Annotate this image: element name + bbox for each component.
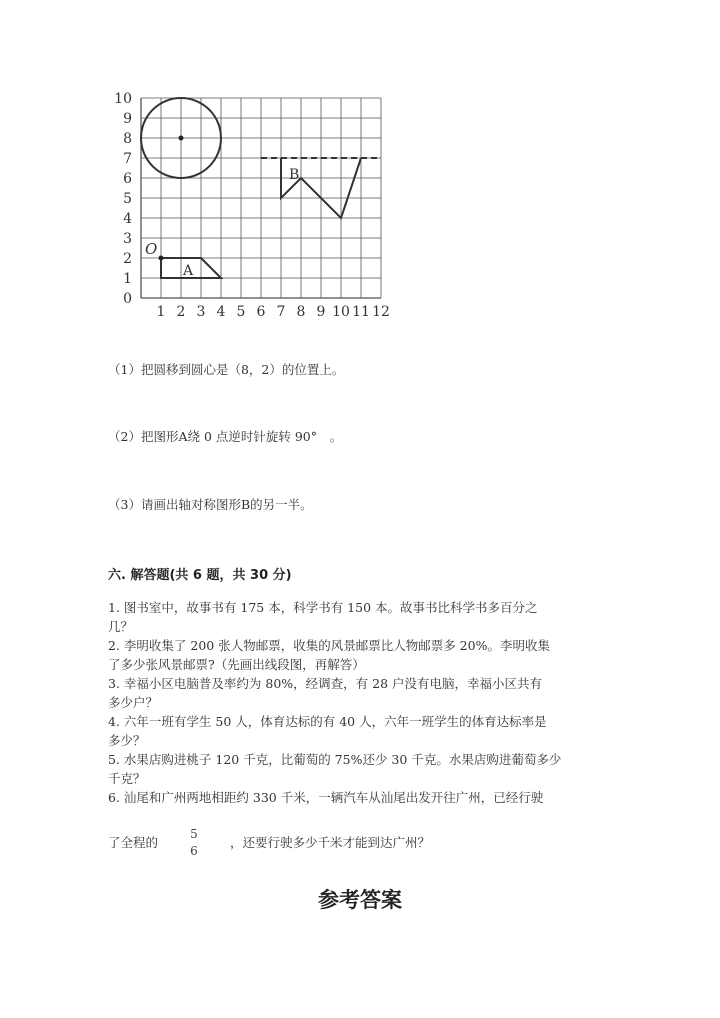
y-tick-label: 0 [123, 291, 132, 307]
x-tick-label: 6 [256, 304, 266, 320]
task-1: （1）把圆移到圆心是（8，2）的位置上。 [108, 362, 345, 377]
task-2: （2）把图形A绕 0 点逆时针旋转 90° 。 [108, 429, 343, 444]
task-3: （3）请画出轴对称图形B的另一半。 [108, 497, 313, 512]
fraction-numerator: 5 [190, 827, 198, 841]
x-tick-label: 1 [156, 304, 166, 320]
section-header: 六. 解答题(共 6 题，共 30 分) [108, 568, 292, 583]
question-2-line-1: 2. 李明收集了 200 张人物邮票，收集的风景邮票比人物邮票多 20%。李明收集 [108, 638, 550, 653]
y-tick-label: 6 [123, 171, 132, 187]
question-3-line-1: 3. 幸福小区电脑普及率约为 80%，经调查，有 28 户没有电脑，幸福小区共有 [108, 676, 543, 691]
fraction-denominator: 6 [190, 844, 198, 858]
q6-tail-after: ，还要行驶多少千米才能到达广州？ [230, 835, 431, 850]
x-tick-label: 4 [216, 304, 226, 320]
x-tick-label: 9 [316, 304, 326, 320]
question-2-line-2: 了多少张风景邮票?（先画出线段图，再解答） [108, 657, 365, 672]
y-tick-label: 10 [114, 91, 132, 107]
x-tick-label: 2 [176, 304, 186, 320]
y-tick-label: 1 [123, 271, 132, 287]
y-tick-label: 8 [123, 131, 132, 147]
answer-title: 参考答案 [318, 888, 402, 912]
y-tick-label: 2 [123, 251, 132, 267]
x-tick-label: 10 [332, 304, 350, 320]
question-6-line-1: 6. 汕尾和广州两地相距约 330 千米，一辆汽车从汕尾出发开往广州，已经行驶 [108, 790, 544, 805]
question-1-line-2: 几？ [108, 619, 134, 634]
shape-a-label: A [183, 263, 194, 279]
question-4-line-1: 4. 六年一班有学生 50 人，体育达标的有 40 人，六年一班学生的体育达标率是 [108, 714, 547, 729]
y-tick-label: 7 [123, 151, 132, 167]
x-tick-label: 5 [236, 304, 246, 320]
circle-center-dot [179, 136, 184, 141]
question-5-line-2: 千克？ [108, 771, 146, 786]
q6-fraction [187, 826, 201, 860]
y-tick-label: 3 [123, 231, 132, 247]
y-tick-label: 5 [123, 191, 132, 207]
q6-tail-before: 了全程的 [108, 835, 159, 850]
origin-point-dot [159, 256, 164, 261]
y-tick-label: 4 [123, 211, 132, 227]
coordinate-grid-figure [0, 0, 720, 330]
y-tick-label: 9 [123, 111, 132, 127]
x-tick-label: 8 [296, 304, 306, 320]
x-tick-label: 12 [372, 304, 390, 320]
origin-label: O [145, 240, 158, 258]
x-tick-label: 11 [352, 304, 370, 320]
question-4-line-2: 多少？ [108, 733, 146, 748]
shape-b-label: B [289, 167, 300, 183]
question-5-line-1: 5. 水果店购进桃子 120 千克，比葡萄的 75%还少 30 千克。水果店购进葡萄多少 [108, 752, 562, 767]
question-1-line-1: 1. 图书室中，故事书有 175 本，科学书有 150 本。故事书比科学书多百分之 [108, 600, 538, 615]
x-tick-label: 3 [196, 304, 206, 320]
x-tick-label: 7 [276, 304, 286, 320]
question-3-line-2: 多少户？ [108, 695, 159, 710]
